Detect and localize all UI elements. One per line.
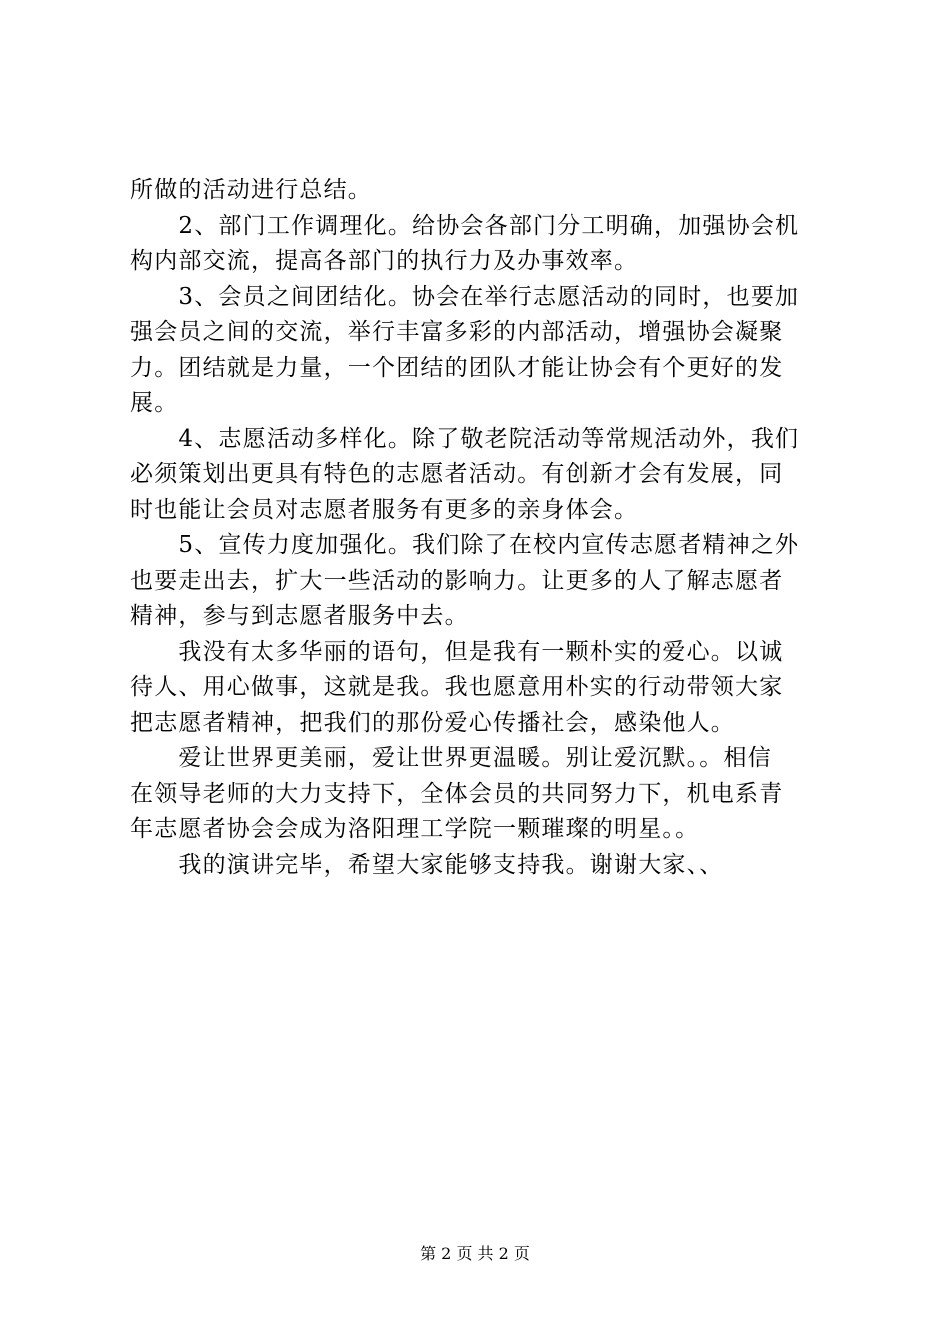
text-line: 我没有太多华丽的语句，但是我有一颗朴实的爱心。以诚: [130, 638, 784, 665]
text-line: 待人、用心做事，这就是我。我也愿意用朴实的行动带领大家: [130, 674, 784, 700]
page-number: 第 2 页 共 2 页: [420, 1244, 530, 1263]
text-line: 构内部交流，提高各部门的执行力及办事效率。: [130, 248, 639, 274]
text-line: 也要走出去，扩大一些活动的影响力。让更多的人了解志愿者: [130, 567, 784, 594]
document-body: [130, 173, 830, 883]
text-line: 5、宣传力度加强化。我们除了在校内宣传志愿者精神之外: [130, 532, 800, 558]
text-line: 3、会员之间团结化。协会在举行志愿活动的同时，也要加: [130, 283, 800, 310]
text-line: 4、志愿活动多样化。除了敬老院活动等常规活动外，我们: [130, 425, 800, 452]
text-line: 爱让世界更美丽，爱让世界更温暖。别让爱沉默。。相信: [130, 745, 772, 771]
text-line: 在领导老师的大力支持下，全体会员的共同努力下，机电系青: [130, 780, 784, 807]
text-line: 展。: [130, 390, 179, 416]
text-line: 时也能让会员对志愿者服务有更多的亲身体会。: [130, 496, 639, 523]
text-line: 我的演讲完毕，希望大家能够支持我。谢谢大家、、: [130, 851, 724, 878]
text-line: 年志愿者协会会成为洛阳理工学院一颗璀璨的明星。。: [130, 816, 700, 842]
text-line: 强会员之间的交流，举行丰富多彩的内部活动，增强协会凝聚: [130, 319, 784, 345]
text-line: 2、部门工作调理化。给协会各部门分工明确，加强协会机: [130, 212, 800, 239]
page-footer: [0, 1244, 950, 1264]
text-line: 力。团结就是力量，一个团结的团队才能让协会有个更好的发: [130, 354, 784, 381]
text-line: 必须策划出更具有特色的志愿者活动。有创新才会有发展，同: [130, 461, 784, 487]
text-line: 精神，参与到志愿者服务中去。: [130, 603, 469, 629]
text-line: 把志愿者精神，把我们的那份爱心传播社会，感染他人。: [130, 709, 735, 736]
text-line: 所做的活动进行总结。: [130, 177, 372, 203]
